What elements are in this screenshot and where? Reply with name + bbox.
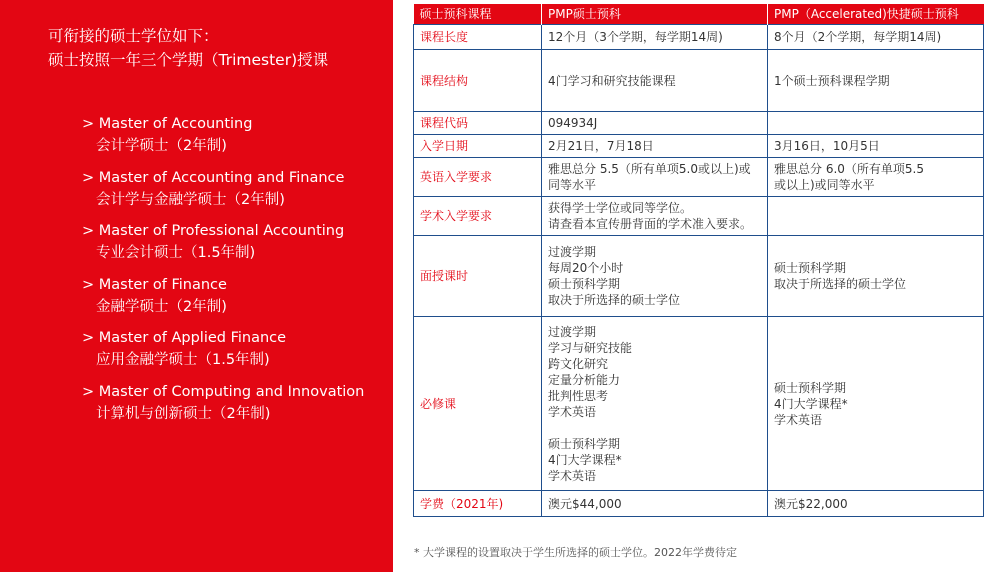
cell-pmp-accelerated bbox=[768, 236, 984, 317]
cell-pmp-accelerated bbox=[768, 50, 984, 112]
row-label: 课程长度 bbox=[414, 25, 542, 50]
intro-line-1: 可衔接的硕士学位如下： bbox=[48, 27, 219, 45]
cell-line: 8个月（2个学期，每学期14周) bbox=[774, 30, 942, 44]
header-pmp: PMP硕士预科 bbox=[542, 4, 768, 25]
row-label: 学术入学要求 bbox=[414, 197, 542, 236]
table-row bbox=[414, 317, 984, 491]
degree-item bbox=[82, 381, 382, 435]
left-panel bbox=[0, 0, 393, 572]
cell-pmp-accelerated bbox=[768, 158, 984, 197]
cell-pmp-accelerated bbox=[768, 135, 984, 158]
degree-name-cn: 会计学与金融学硕士（2年制) bbox=[96, 191, 285, 208]
cell-line: 雅思总分 5.5（所有单项5.0或以上)或 bbox=[548, 162, 751, 176]
row-label: 必修课 bbox=[414, 317, 542, 491]
program-table-wrapper bbox=[413, 4, 984, 517]
cell-line: 同等水平 bbox=[548, 178, 597, 192]
cell-pmp bbox=[542, 197, 768, 236]
row-label: 课程结构 bbox=[414, 50, 542, 112]
cell-pmp bbox=[542, 50, 768, 112]
cell-line: 或以上)或同等水平 bbox=[774, 178, 875, 192]
cell-pmp-accelerated bbox=[768, 491, 984, 517]
cell-line: 硕士预科学期 bbox=[774, 380, 847, 395]
table-header-row bbox=[414, 4, 984, 25]
cell-pmp bbox=[542, 491, 768, 517]
table-row bbox=[414, 112, 984, 135]
cell-line: 学习与研究技能 bbox=[548, 340, 633, 355]
row-label: 学费（2021年) bbox=[414, 491, 542, 517]
degree-name-en: > Master of Finance bbox=[82, 276, 227, 293]
degree-item bbox=[82, 327, 382, 381]
cell-line: 过渡学期 bbox=[548, 324, 597, 339]
cell-line: 学术英语 bbox=[774, 412, 823, 427]
cell-line: 请查看本宣传册背面的学术准入要求。 bbox=[548, 217, 753, 231]
header-program: 硕士预科课程 bbox=[414, 4, 542, 25]
cell-line bbox=[548, 420, 761, 436]
cell-line: 过渡学期 bbox=[548, 245, 597, 259]
cell-pmp bbox=[542, 236, 768, 317]
cell-line: 硕士预科学期 bbox=[548, 277, 621, 291]
cell-line: 定量分析能力 bbox=[548, 372, 621, 387]
degree-item bbox=[82, 167, 382, 221]
table-row bbox=[414, 25, 984, 50]
table-row bbox=[414, 50, 984, 112]
degree-name-cn: 计算机与创新硕士（2年制) bbox=[96, 405, 271, 422]
degree-name-cn: 应用金融学硕士（1.5年制) bbox=[96, 352, 270, 368]
cell-line: 12个月（3个学期，每学期14周) bbox=[548, 30, 723, 44]
cell-line: 硕士预科学期 bbox=[774, 261, 847, 275]
cell-pmp-accelerated bbox=[768, 197, 984, 236]
degree-name-en: > Master of Accounting bbox=[82, 116, 253, 132]
degree-name-en: > Master of Professional Accounting bbox=[82, 223, 345, 239]
footnote: * 大学课程的设置取决于学生所选择的硕士学位。2022年学费待定 bbox=[414, 546, 737, 559]
cell-pmp bbox=[542, 25, 768, 50]
degree-name-en: > Master of Computing and Innovation bbox=[82, 383, 365, 400]
cell-pmp bbox=[542, 112, 768, 135]
cell-line: 2月21日，7月18日 bbox=[548, 139, 654, 153]
degree-item bbox=[82, 113, 382, 167]
cell-pmp-accelerated bbox=[768, 112, 984, 135]
cell-line: 094934J bbox=[548, 116, 598, 130]
cell-line: 4门大学课程* bbox=[774, 396, 848, 411]
row-label: 面授课时 bbox=[414, 236, 542, 317]
cell-line: 学术英语 bbox=[548, 404, 597, 419]
degree-item bbox=[82, 220, 382, 274]
degree-item bbox=[82, 274, 382, 328]
table-row bbox=[414, 135, 984, 158]
row-label: 英语入学要求 bbox=[414, 158, 542, 197]
cell-line: 取决于所选择的硕士学位 bbox=[548, 293, 681, 307]
cell-line: 4门学习和研究技能课程 bbox=[548, 73, 676, 88]
intro-line-2: 硕士按照一年三个学期（Trimester)授课 bbox=[48, 51, 329, 69]
table-row bbox=[414, 236, 984, 317]
table-row bbox=[414, 197, 984, 236]
cell-line: 获得学士学位或同等学位。 bbox=[548, 201, 693, 215]
cell-pmp-accelerated bbox=[768, 25, 984, 50]
table-body bbox=[414, 25, 984, 517]
degree-name-cn: 会计学硕士（2年制) bbox=[96, 138, 227, 154]
cell-line: 硕士预科学期 bbox=[548, 436, 621, 451]
cell-line: 学术英语 bbox=[548, 468, 597, 483]
cell-line: 3月16日，10月5日 bbox=[774, 139, 880, 153]
cell-line: 澳元$44,000 bbox=[548, 496, 622, 511]
cell-line: 澳元$22,000 bbox=[774, 496, 848, 511]
degree-name-en: > Master of Applied Finance bbox=[82, 330, 287, 346]
cell-line: 取决于所选择的硕士学位 bbox=[774, 277, 907, 291]
degree-name-en: > Master of Accounting and Finance bbox=[82, 169, 345, 186]
degree-name-cn: 金融学硕士（2年制) bbox=[96, 298, 227, 315]
row-label: 课程代码 bbox=[414, 112, 542, 135]
table-row bbox=[414, 491, 984, 517]
cell-pmp bbox=[542, 317, 768, 491]
cell-pmp bbox=[542, 135, 768, 158]
cell-line: 雅思总分 6.0（所有单项5.5 bbox=[774, 162, 924, 176]
intro-heading bbox=[48, 24, 328, 72]
degree-name-cn: 专业会计硕士（1.5年制) bbox=[96, 245, 256, 261]
cell-pmp-accelerated bbox=[768, 317, 984, 491]
cell-line: 跨文化研究 bbox=[548, 356, 609, 371]
cell-line: 批判性思考 bbox=[548, 388, 609, 403]
cell-line: 1个硕士预科课程学期 bbox=[774, 73, 890, 88]
cell-line: 4门大学课程* bbox=[548, 452, 622, 467]
header-pmp-accelerated: PMP（Accelerated)快捷硕士预科 bbox=[768, 4, 984, 25]
row-label: 入学日期 bbox=[414, 135, 542, 158]
cell-pmp bbox=[542, 158, 768, 197]
table-row bbox=[414, 158, 984, 197]
program-table bbox=[413, 4, 984, 517]
degree-list bbox=[82, 113, 382, 434]
cell-line: 每周20个小时 bbox=[548, 261, 624, 275]
